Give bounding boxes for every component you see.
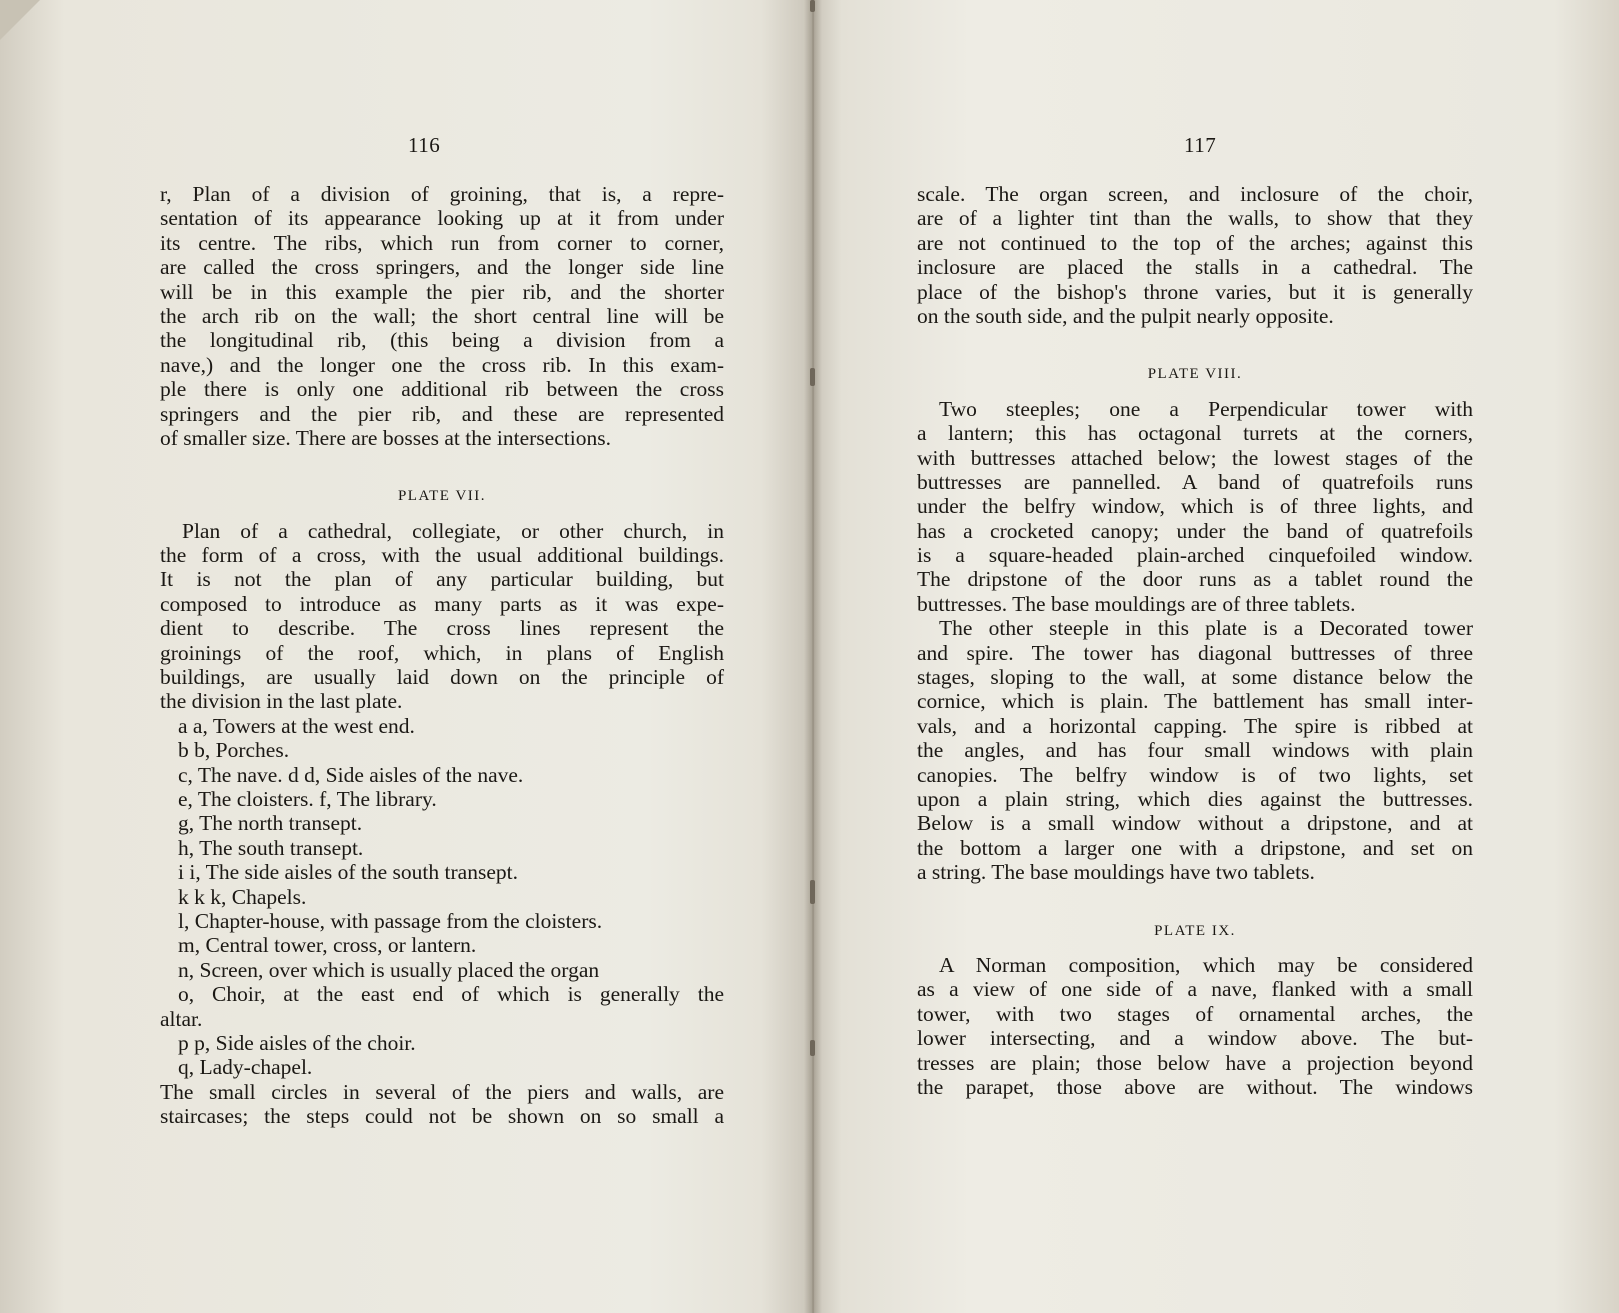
text-line: tresses are plain; those below have a projection beyond — [917, 1050, 1473, 1075]
text-line: of smaller size. There are bosses at the intersections. — [160, 425, 611, 450]
paragraph-decorated-tower — [917, 616, 1473, 884]
list-item: q, Lady-chapel. — [178, 1055, 313, 1080]
list-item: i i, The side aisles of the south transept. — [178, 860, 518, 885]
text-line: a string. The base mouldings have two tablets. — [917, 860, 1315, 885]
text-line: The dripstone of the door runs as a tablet round the — [917, 567, 1473, 592]
list-item: g, The north transept. — [178, 811, 363, 836]
text-line: is a square-headed plain-arched cinquefoiled window. — [917, 543, 1473, 568]
text-line: buttresses are pannelled. A band of quatrefoils runs — [917, 469, 1473, 494]
page-number: 116 — [408, 133, 441, 157]
paragraph-staircases — [160, 1080, 724, 1129]
text-line: has a crocketed canopy; under the band of quatrefoils — [917, 518, 1473, 543]
list-item: o, Choir, at the east end of which is generally the — [178, 982, 724, 1007]
list-item: n, Screen, over which is usually placed the organ — [178, 957, 600, 982]
text-line: nave,) and the longer one the cross rib. In this exam- — [160, 352, 724, 377]
list-item: h, The south transept. — [178, 835, 364, 860]
left-page-text — [160, 182, 724, 1128]
binding-stitch — [810, 368, 815, 386]
section-heading-plate-vii: PLATE VII. — [397, 488, 487, 505]
text-line: vals, and a horizontal capping. The spire is ribbed at — [917, 713, 1473, 738]
text-line: r, Plan of a division of groining, that is, a repre- — [160, 182, 724, 206]
list-item: m, Central tower, cross, or lantern. — [178, 933, 477, 958]
text-line: scale. The organ screen, and inclosure of the choir, — [917, 182, 1473, 206]
text-line: ple there is only one additional rib between the cross — [160, 377, 724, 402]
text-line: the form of a cross, with the usual additional buildings. — [160, 543, 724, 568]
list-item: l, Chapter-house, with passage from the cloisters. — [178, 908, 603, 933]
text-line: Below is a small window without a dripstone, and at — [917, 811, 1473, 836]
text-line: are not continued to the top of the arches; against this — [917, 230, 1473, 255]
book-gutter — [804, 0, 822, 1313]
paragraph-scale — [917, 182, 1473, 328]
text-line: The small circles in several of the piers and walls, are — [160, 1079, 724, 1104]
text-line: are called the cross springers, and the longer side line — [160, 255, 724, 280]
list-item: k k k, Chapels. — [178, 884, 307, 909]
paragraph-plate-ix — [917, 953, 1473, 1099]
text-line: sentation of its appearance looking up at it from under — [160, 206, 724, 231]
text-line: inclosure are placed the stalls in a cathedral. The — [917, 255, 1473, 280]
list-item: b b, Porches. — [178, 738, 290, 763]
text-line: dient to describe. The cross lines represent the — [160, 616, 724, 641]
text-line: as a view of one side of a nave, flanked with a small — [917, 977, 1473, 1002]
paragraph-plate-viii — [917, 397, 1473, 617]
text-line: the longitudinal rib, (this being a division from a — [160, 328, 724, 353]
text-line: tower, with two stages of ornamental arches, the — [917, 1001, 1473, 1026]
paragraph-plate-vii — [160, 519, 724, 714]
text-line: with buttresses attached below; the lowest stages of the — [917, 445, 1473, 470]
text-line: lower intersecting, and a window above. The but- — [917, 1026, 1473, 1051]
text-line: The other steeple in this plate is a Decorated tower — [939, 616, 1473, 641]
text-line: the arch rib on the wall; the short central line will be — [160, 303, 724, 328]
list-item: p p, Side aisles of the choir. — [178, 1030, 416, 1055]
text-line: It is not the plan of any particular building, but — [160, 567, 724, 592]
right-page — [812, 0, 1619, 1313]
text-line: the bottom a larger one with a dripstone, and set on — [917, 835, 1473, 860]
text-line: and spire. The tower has diagonal buttresses of three — [917, 640, 1473, 665]
text-line: buttresses. The base mouldings are of three tablets. — [917, 591, 1356, 616]
text-line: Plan of a cathedral, collegiate, or other church, in — [182, 518, 724, 543]
section-heading-plate-viii: PLATE VIII. — [1147, 366, 1243, 383]
text-line: will be in this example the pier rib, and the shorter — [160, 279, 724, 304]
text-line: groinings of the roof, which, in plans of English — [160, 640, 724, 665]
list-item: e, The cloisters. f, The library. — [178, 786, 437, 811]
text-line: staircases; the steps could not be shown on so small a — [160, 1104, 724, 1129]
text-line: stages, sloping to the wall, at some distance below the — [917, 665, 1473, 690]
text-line: canopies. The belfry window is of two lights, set — [917, 762, 1473, 787]
list-item: c, The nave. d d, Side aisles of the nave. — [178, 762, 524, 787]
text-line: the parapet, those above are without. The windows — [917, 1074, 1473, 1099]
legend-list — [160, 714, 724, 1080]
text-line: A Norman composition, which may be considered — [939, 952, 1473, 977]
text-line: a lantern; this has octagonal turrets at the corners, — [917, 421, 1473, 446]
binding-stitch — [810, 1040, 815, 1056]
text-line: under the belfry window, which is of three lights, and — [917, 494, 1473, 519]
list-item: a a, Towers at the west end. — [178, 713, 415, 738]
list-item-continuation: altar. — [160, 1006, 203, 1031]
text-line: its centre. The ribs, which run from corner to corner, — [160, 230, 724, 255]
page-number: 117 — [1184, 133, 1217, 157]
paragraph-groining — [160, 182, 724, 450]
text-line: upon a plain string, which dies against the buttresses. — [917, 786, 1473, 811]
binding-stitch — [810, 0, 815, 12]
section-heading-plate-ix: PLATE IX. — [1154, 922, 1236, 939]
text-line: on the south side, and the pulpit nearly opposite. — [917, 303, 1334, 328]
text-line: place of the bishop's throne varies, but it is generally — [917, 279, 1473, 304]
text-line: are of a lighter tint than the walls, to show that they — [917, 206, 1473, 231]
text-line: cornice, which is plain. The battlement has small inter- — [917, 689, 1473, 714]
binding-stitch — [810, 880, 815, 904]
text-line: the angles, and has four small windows with plain — [917, 738, 1473, 763]
text-line: composed to introduce as many parts as it was expe- — [160, 591, 724, 616]
right-page-text — [917, 182, 1473, 1099]
text-line: the division in the last plate. — [160, 689, 403, 714]
text-line: buildings, are usually laid down on the principle of — [160, 665, 724, 690]
text-line: springers and the pier rib, and these are represented — [160, 401, 724, 426]
text-line: Two steeples; one a Perpendicular tower with — [939, 396, 1473, 421]
